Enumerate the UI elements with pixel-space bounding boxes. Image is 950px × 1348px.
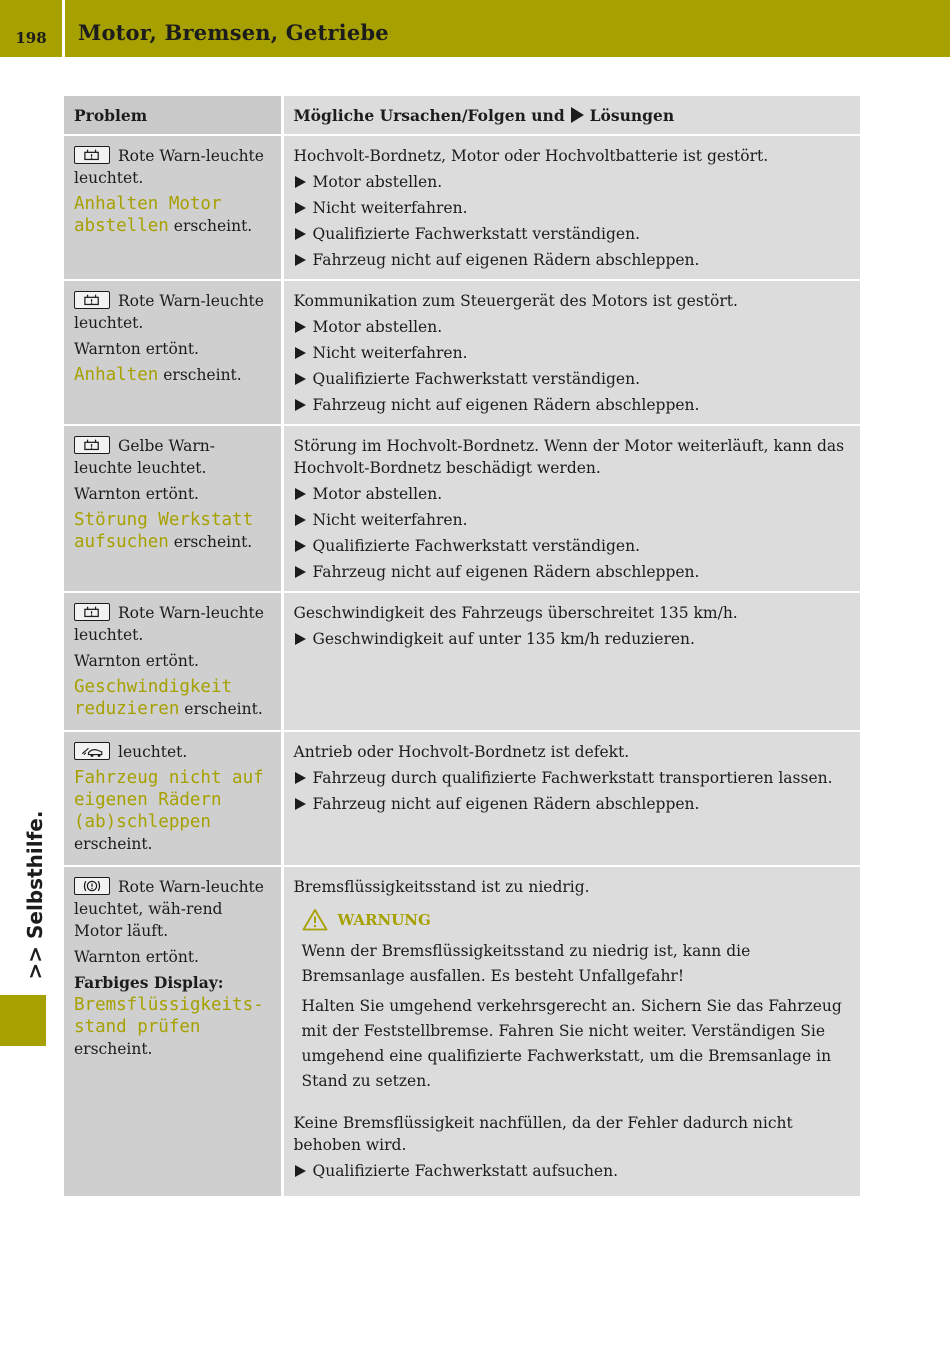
- display-message: Bremsflüssigkeits-stand prüfen: [74, 995, 264, 1037]
- problem-cell: [64, 731, 282, 866]
- table-row: [64, 731, 860, 866]
- solution-cell: [282, 280, 860, 425]
- appears-text: erscheint.: [184, 700, 263, 718]
- solution-cell: [282, 866, 860, 1196]
- appears-text: erscheint.: [74, 1040, 153, 1058]
- step-item: Nicht weiterfahren.: [294, 197, 851, 219]
- warning-triangle-icon: [302, 908, 328, 931]
- side-tab-marker: [0, 995, 46, 1046]
- lamp-text: Rote Warn-leuchte leuchtet.: [74, 292, 264, 332]
- appears-text: erscheint.: [173, 217, 253, 235]
- note-text: Keine Bremsflüssigkeit nachfüllen, da der Fehler dadurch nicht behoben wird.: [293, 1114, 793, 1154]
- table-row: [64, 425, 860, 592]
- header-divider: [62, 0, 65, 57]
- arrow-icon: [571, 107, 584, 123]
- cause-text: Bremsflüssigkeitsstand ist zu niedrig.: [293, 878, 590, 896]
- step-item: Fahrzeug durch qualifizierte Fachwerkstatt transportieren lassen.: [294, 767, 851, 789]
- step-item: Nicht weiterfahren.: [294, 509, 851, 531]
- side-tab-label: >> Selbsthilfe.: [23, 810, 47, 980]
- lamp-text: Rote Warn-leuchte leuchtet, wäh-rend Motor läuft.: [74, 878, 264, 940]
- step-item: Fahrzeug nicht auf eigenen Rädern abschleppen.: [294, 394, 851, 416]
- step-item: Motor abstellen.: [294, 483, 851, 505]
- warning-title: WARNUNG: [337, 910, 431, 929]
- step-item: Qualifizierte Fachwerkstatt aufsuchen.: [294, 1160, 851, 1182]
- step-item: Motor abstellen.: [294, 171, 851, 193]
- problem-cell: [64, 592, 282, 731]
- solution-cell: [282, 425, 860, 592]
- column-header-solution-prefix: Mögliche Ursachen/Folgen und: [293, 106, 565, 125]
- table-row: [64, 135, 860, 280]
- warning-header: [302, 908, 851, 931]
- solution-cell: [282, 592, 860, 731]
- high-voltage-battery-icon: [74, 603, 110, 621]
- cause-text: Hochvolt-Bordnetz, Motor oder Hochvoltbatterie ist gestört.: [293, 147, 769, 165]
- table-row: [64, 280, 860, 425]
- warn-tone-text: Warnton ertönt.: [74, 340, 199, 358]
- problem-table: [64, 96, 860, 1196]
- high-voltage-battery-icon: [74, 436, 110, 454]
- warn-tone-text: Warnton ertönt.: [74, 948, 199, 966]
- lamp-text: Gelbe Warn-leuchte leuchtet.: [74, 437, 215, 477]
- chapter-title: Motor, Bremsen, Getriebe: [78, 20, 389, 45]
- tow-vehicle-icon: [74, 742, 110, 760]
- appears-text: erscheint.: [74, 835, 153, 853]
- lamp-text: Rote Warn-leuchte leuchtet.: [74, 147, 264, 187]
- warn-tone-text: Warnton ertönt.: [74, 485, 199, 503]
- brake-warning-icon: [74, 877, 110, 895]
- problem-cell: [64, 135, 282, 280]
- appears-text: erscheint.: [163, 366, 242, 384]
- step-item: Nicht weiterfahren.: [294, 342, 851, 364]
- display-message: Fahrzeug nicht auf eigenen Rädern (ab)schleppen: [74, 768, 264, 832]
- step-item: Fahrzeug nicht auf eigenen Rädern abschleppen.: [294, 793, 851, 815]
- warning-text: Wenn der Bremsflüssigkeitsstand zu niedrig ist, kann die Bremsanlage ausfallen. Es besteht Unfallgefahr!: [301, 942, 751, 985]
- step-item: Geschwindigkeit auf unter 135 km/h reduzieren.: [294, 628, 851, 650]
- step-item: Qualifizierte Fachwerkstatt verständigen.: [294, 368, 851, 390]
- high-voltage-battery-icon: [74, 291, 110, 309]
- lamp-text: Rote Warn-leuchte leuchtet.: [74, 604, 264, 644]
- step-item: Fahrzeug nicht auf eigenen Rädern abschleppen.: [294, 561, 851, 583]
- solution-cell: [282, 731, 860, 866]
- solution-cell: [282, 135, 860, 280]
- lamp-text: leuchtet.: [118, 743, 188, 761]
- high-voltage-battery-icon: [74, 146, 110, 164]
- step-item: Fahrzeug nicht auf eigenen Rädern abschleppen.: [294, 249, 851, 271]
- cause-text: Störung im Hochvolt-Bordnetz. Wenn der Motor weiterläuft, kann das Hochvolt-Bordnetz beschädigt werden.: [293, 437, 845, 477]
- step-item: Motor abstellen.: [294, 316, 851, 338]
- problem-cell: [64, 425, 282, 592]
- side-tab: [10, 800, 60, 990]
- page-number: 198: [15, 29, 47, 47]
- display-message: Anhalten: [74, 365, 159, 385]
- table-row: [64, 592, 860, 731]
- problem-cell: [64, 866, 282, 1196]
- step-item: Qualifizierte Fachwerkstatt verständigen.: [294, 223, 851, 245]
- column-header-solution: [282, 96, 860, 135]
- warn-tone-text: Warnton ertönt.: [74, 652, 199, 670]
- display-message: Geschwindigkeit reduzieren: [74, 677, 233, 719]
- step-item: Qualifizierte Fachwerkstatt verständigen.: [294, 535, 851, 557]
- display-label: Farbiges Display:: [74, 973, 224, 992]
- appears-text: erscheint.: [173, 533, 253, 551]
- cause-text: Antrieb oder Hochvolt-Bordnetz ist defekt.: [293, 743, 630, 761]
- warning-text: Halten Sie umgehend verkehrsgerecht an. Sichern Sie das Fahrzeug mit der Feststellbremse. Fahren Sie nicht weiter. Verständigen Sie umgehend eine qualifizierte Fachwerkstatt, um die Bremsanlage in Stand zu setzen.: [301, 997, 842, 1090]
- cause-text: Kommunikation zum Steuergerät des Motors ist gestört.: [293, 292, 738, 310]
- problem-cell: [64, 280, 282, 425]
- column-header-solution-suffix: Lösungen: [589, 106, 675, 125]
- display-message: Anhalten Motor abstellen: [74, 194, 222, 236]
- column-header-problem: Problem: [64, 96, 282, 135]
- table-row: [64, 866, 860, 1196]
- warning-box: [302, 908, 851, 1094]
- cause-text: Geschwindigkeit des Fahrzeugs überschreitet 135 km/h.: [293, 604, 738, 622]
- display-message: Störung Werkstatt aufsuchen: [74, 510, 254, 552]
